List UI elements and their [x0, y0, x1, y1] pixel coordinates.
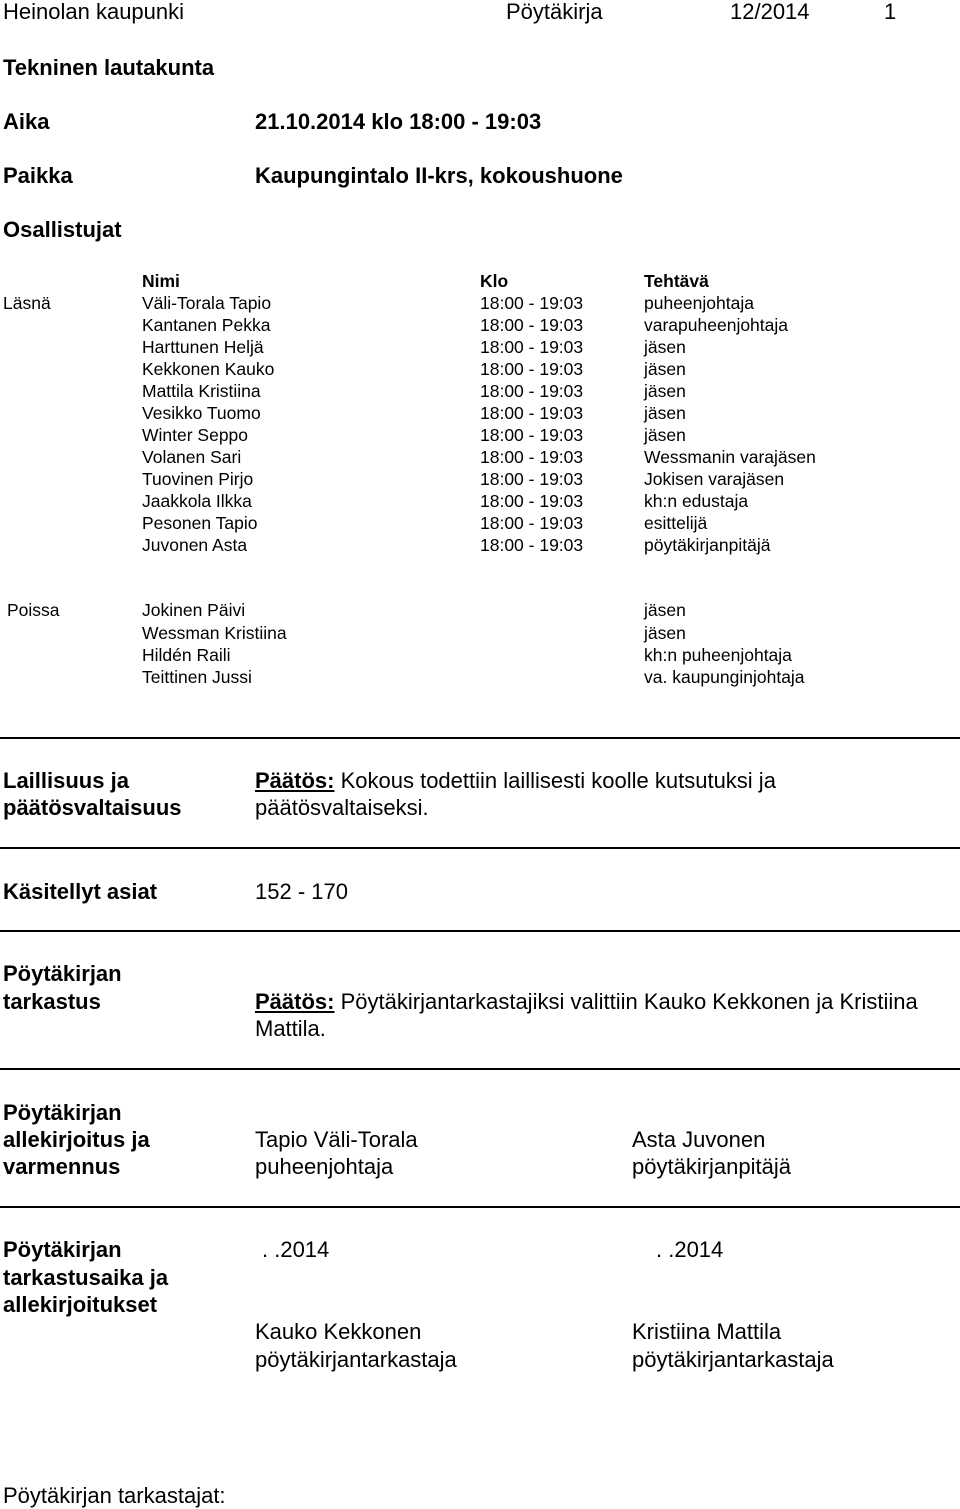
participant-name: Tuovinen Pirjo: [142, 469, 254, 489]
check-label-line2: tarkastusaika ja: [3, 1265, 169, 1290]
section-divider: [0, 737, 960, 739]
absentee-role: kh:n puheenjohtaja: [644, 645, 792, 665]
column-header-role: Tehtävä: [644, 271, 709, 291]
participant-time: 18:00 - 19:03: [480, 469, 584, 489]
footer-label: Pöytäkirjan tarkastajat:: [3, 1483, 226, 1508]
handled-items-value: 152 - 170: [255, 879, 348, 904]
participant-name: Winter Seppo: [142, 425, 249, 445]
committee-name: Tekninen lautakunta: [3, 55, 215, 80]
organization-name: Heinolan kaupunki: [3, 0, 185, 24]
participant-name: Juvonen Asta: [142, 535, 248, 555]
section-divider: [0, 847, 960, 849]
document-type: Pöytäkirja: [506, 0, 603, 24]
absentee-role: jäsen: [644, 600, 686, 620]
signer-name: Asta Juvonen: [632, 1127, 766, 1152]
participant-role: jäsen: [644, 359, 686, 379]
participant-time: 18:00 - 19:03: [480, 293, 584, 313]
participant-name: Kantanen Pekka: [142, 315, 271, 335]
participant-role: jäsen: [644, 381, 686, 401]
decision-text: Kokous todettiin laillisesti koolle kutsutuksi ja: [334, 768, 776, 793]
place-label: Paikka: [3, 163, 73, 188]
time-value: 21.10.2014 klo 18:00 - 19:03: [255, 109, 542, 134]
review-decision-line2: Mattila.: [255, 1016, 326, 1041]
signer-role: pöytäkirjanpitäjä: [632, 1154, 791, 1179]
issue-number: 12/2014: [730, 0, 810, 24]
participant-role: pöytäkirjanpitäjä: [644, 535, 771, 555]
participant-name: Harttunen Heljä: [142, 337, 264, 357]
absent-label: Poissa: [7, 600, 60, 620]
legality-decision-line2: päätösvaltaiseksi.: [255, 795, 429, 820]
participant-time: 18:00 - 19:03: [480, 491, 584, 511]
signing-label-line1: Pöytäkirjan: [3, 1100, 122, 1125]
section-divider: [0, 1206, 960, 1208]
participant-time: 18:00 - 19:03: [480, 513, 584, 533]
signer-role: puheenjohtaja: [255, 1154, 394, 1179]
participant-role: puheenjohtaja: [644, 293, 754, 313]
decision-text: Pöytäkirjantarkastajiksi valittiin Kauko Kekkonen ja Kristiina: [334, 989, 918, 1014]
review-label-line2: tarkastus: [3, 989, 101, 1014]
participant-time: 18:00 - 19:03: [480, 447, 584, 467]
absentee-name: Teittinen Jussi: [142, 667, 252, 687]
participant-name: Mattila Kristiina: [142, 381, 261, 401]
participant-time: 18:00 - 19:03: [480, 359, 584, 379]
legality-decision-line1: [255, 770, 776, 792]
signer-name: Tapio Väli-Torala: [255, 1127, 418, 1152]
absentee-name: Wessman Kristiina: [142, 623, 287, 643]
participant-time: 18:00 - 19:03: [480, 535, 584, 555]
participant-time: 18:00 - 19:03: [480, 337, 584, 357]
checker-role: pöytäkirjantarkastaja: [632, 1347, 834, 1372]
review-decision-line1: [255, 991, 918, 1013]
participant-time: 18:00 - 19:03: [480, 381, 584, 401]
legality-label-line1: Laillisuus ja: [3, 768, 129, 793]
absentee-name: Jokinen Päivi: [142, 600, 246, 620]
section-divider: [0, 930, 960, 932]
handled-items-label: Käsitellyt asiat: [3, 879, 158, 904]
legality-label-line2: päätösvaltaisuus: [3, 795, 182, 820]
check-label-line3: allekirjoitukset: [3, 1292, 158, 1317]
participant-role: kh:n edustaja: [644, 491, 749, 511]
participant-role: esittelijä: [644, 513, 708, 533]
absentee-name: Hildén Raili: [142, 645, 231, 665]
review-label-line1: Pöytäkirjan: [3, 961, 122, 986]
participant-role: varapuheenjohtaja: [644, 315, 789, 335]
column-header-time: Klo: [480, 271, 509, 291]
signing-label-line2: allekirjoitus ja: [3, 1127, 150, 1152]
participants-label: Osallistujat: [3, 217, 122, 242]
participant-role: jäsen: [644, 425, 686, 445]
checker-role: pöytäkirjantarkastaja: [255, 1347, 457, 1372]
check-date: . .2014: [656, 1237, 724, 1262]
participant-name: Volanen Sari: [142, 447, 242, 467]
participant-name: Pesonen Tapio: [142, 513, 258, 533]
page-number: 1: [884, 0, 897, 24]
signing-label-line3: varmennus: [3, 1154, 121, 1179]
participant-role: jäsen: [644, 403, 686, 423]
present-label: Läsnä: [3, 293, 51, 313]
decision-label: Päätös:: [255, 989, 335, 1014]
check-label-line1: Pöytäkirjan: [3, 1237, 122, 1262]
participant-time: 18:00 - 19:03: [480, 425, 584, 445]
participant-role: jäsen: [644, 337, 686, 357]
section-divider: [0, 1068, 960, 1070]
participant-name: Kekkonen Kauko: [142, 359, 275, 379]
absentee-role: jäsen: [644, 623, 686, 643]
participant-role: Jokisen varajäsen: [644, 469, 785, 489]
participant-name: Vesikko Tuomo: [142, 403, 261, 423]
participant-role: Wessmanin varajäsen: [644, 447, 816, 467]
time-label: Aika: [3, 109, 50, 134]
absentee-role: va. kaupunginjohtaja: [644, 667, 805, 687]
place-value: Kaupungintalo II-krs, kokoushuone: [255, 163, 623, 188]
column-header-name: Nimi: [142, 271, 180, 291]
participant-name: Jaakkola Ilkka: [142, 491, 252, 511]
checker-name: Kauko Kekkonen: [255, 1319, 422, 1344]
participant-time: 18:00 - 19:03: [480, 315, 584, 335]
participant-name: Väli-Torala Tapio: [142, 293, 272, 313]
decision-label: Päätös:: [255, 768, 335, 793]
check-date: . .2014: [262, 1237, 330, 1262]
participant-time: 18:00 - 19:03: [480, 403, 584, 423]
checker-name: Kristiina Mattila: [632, 1319, 782, 1344]
